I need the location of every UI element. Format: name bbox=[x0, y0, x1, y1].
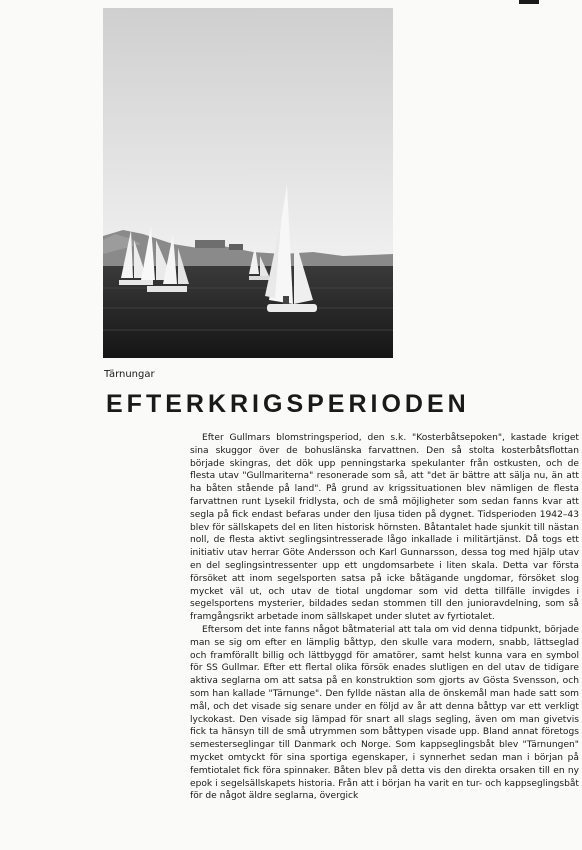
sailboats-photo bbox=[103, 8, 393, 358]
article-title: EFTERKRIGSPERIODEN bbox=[106, 390, 470, 418]
page-corner-mark bbox=[519, 0, 539, 4]
article-paragraph: Eftersom det inte fanns något båtmaterial att tala om vid denna tidpunkt, började man se sig om efter en lämplig båttyp, den skulle vara modern, snabb, lättseglad och framförallt billig och lättbyggd för amatörer, samt helst kunna vara en symbol för SS Gullmar. Efter ett flertal olika försök enades slutligen en del utav de tidigare aktiva seglarna om att satsa på en konstruktion som gjorts av Gösta Svensson, och som han kallade "Tärnunge". Den fyllde nästan alla de önskemål man hade satt som mål, och det visade sig senare under en följd av år att denna båttyp var ett verkligt lyckokast. Den visade sig lämpad för snart all slags segling, även om man givetvis fick ta hänsyn till de små utrymmen som båttypen visade upp. Bland annat företogs semesterseglingar till Danmark och Norge. Som kappseglingsbåt blev "Tärnungen" mycket omtyckt för sina sportiga egenskaper, i synnerhet sedan man i början på femtiotalet fick föra spinnaker. Båten blev på detta vis den direkta orsaken till en ny epok i segelsällskapets historia. Från att i början ha varit en tur- och kappseglingsbåt för de något äldre seglarna, övergick bbox=[190, 624, 579, 802]
article-body bbox=[190, 432, 579, 803]
sailboats-photo-graphic bbox=[103, 8, 393, 358]
photo-caption: Tärnungar bbox=[104, 369, 155, 380]
article-paragraph: Efter Gullmars blomstringsperiod, den s.k. "Kosterbåtsepoken", kastade kriget sina skuggor över de bohuslänska farvattnen. Den så stolta kosterbåtsflottan började skingras, det dök upp penningstarka spekulanter från ostkusten, och de flesta utav "Gullmariterna" resonerade som så, att "det är bättre att sälja nu, än att ha båten stående på land". På grund av krigssituationen blev nämligen de flesta farvattnen runt Lysekil fridlysta, och de små möjligheter som sedan fanns kvar att segla på fick endast befaras under den ljusa tiden på dygnet. Tidsperioden 1942–43 blev för sällskapets del en liten historisk hörnsten. Båtantalet hade sjunkit till nästan noll, de flesta aktivt seglingsintresserade lågo inkallade i militärtjänst. Då togs ett initiativ utav herrar Göte Andersson och Karl Gunnarsson, dessa tog med hjälp utav en del seglingsintressenter upp ett ungdomsarbete i liten skala. Detta var första försöket att inom segelsporten satsa på icke båtägande ungdomar, försöket slog mycket väl ut, och utav de tiotal ungdomar som vid detta tillfälle invigdes i segelsportens mysterier, bildades sedan stommen till den junioravdelning, som så framgångsrikt arbetade inom sällskapet under slutet av fyrtiotalet. bbox=[190, 433, 579, 623]
